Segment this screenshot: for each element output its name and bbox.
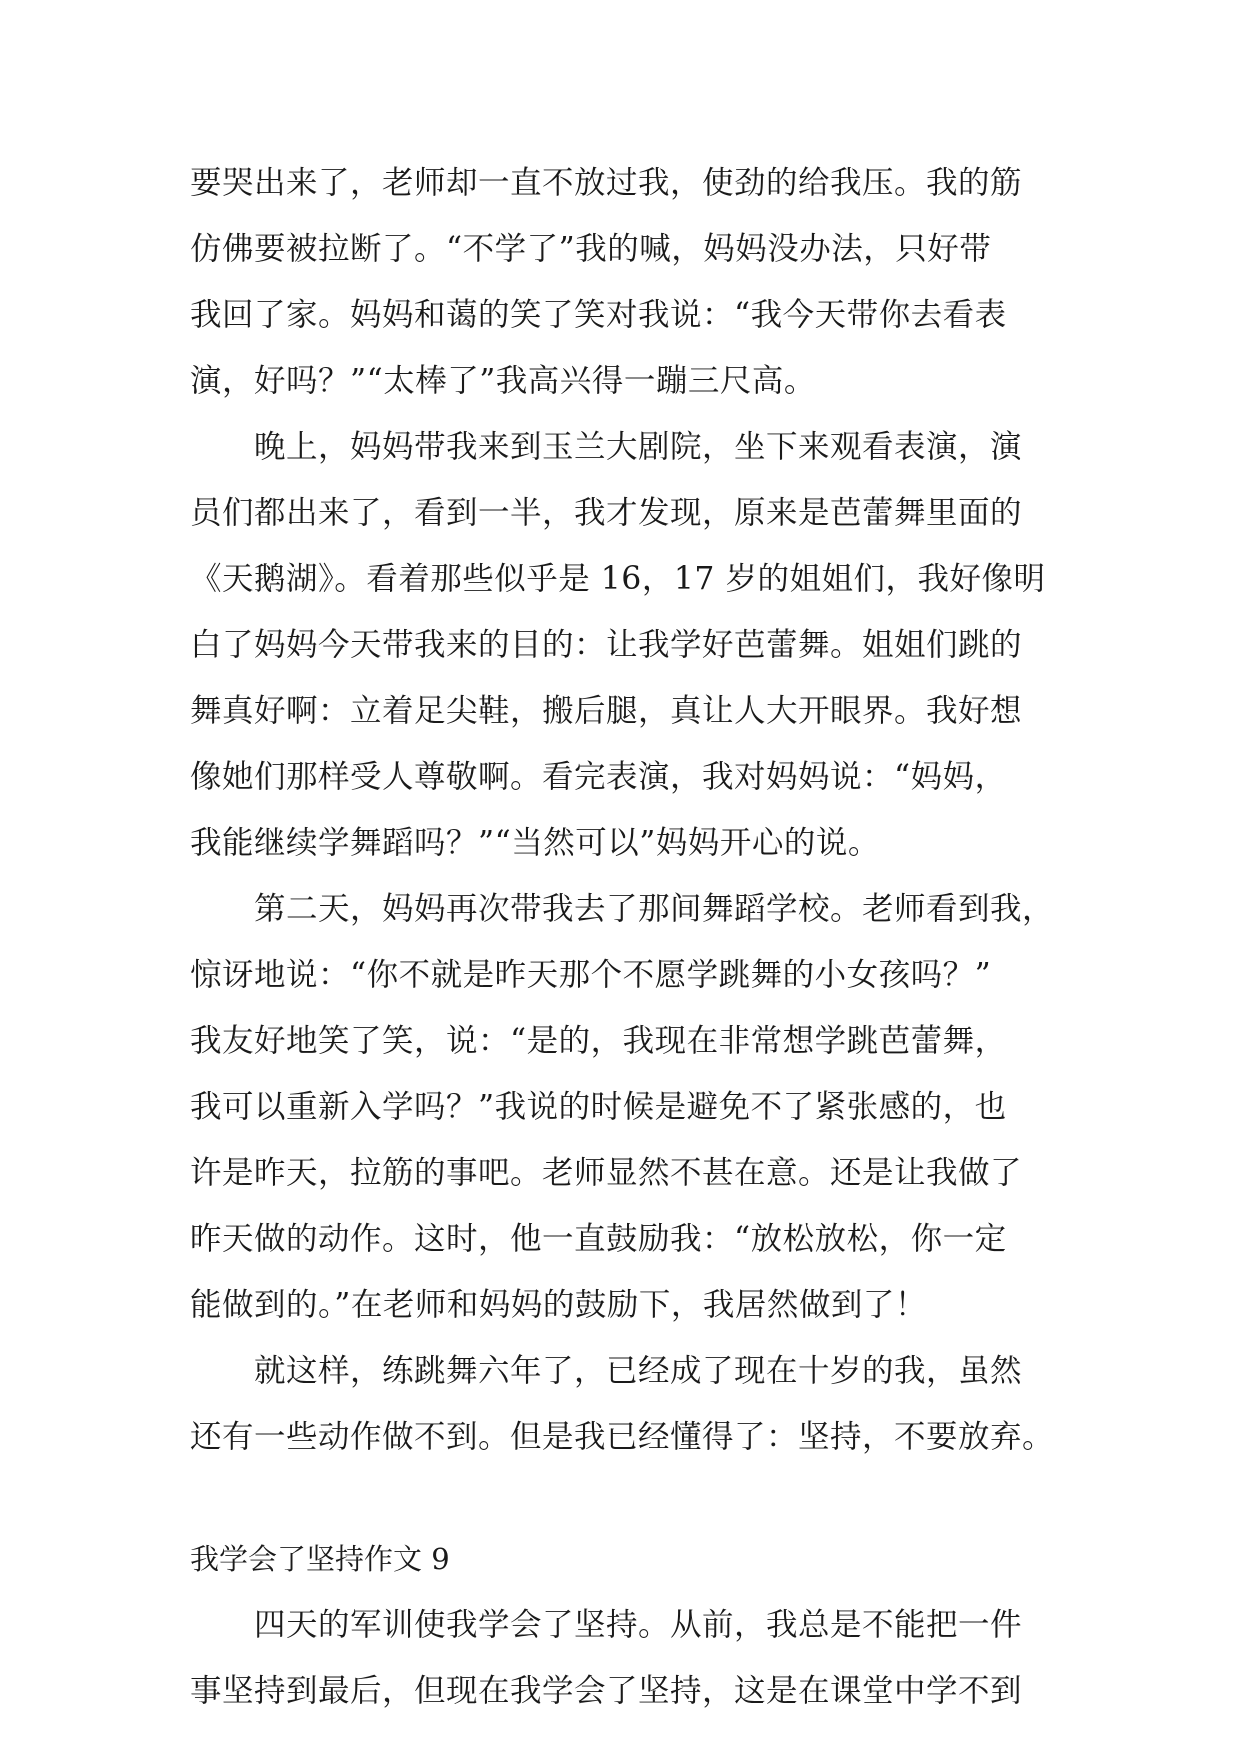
text-line: 我能继续学舞蹈吗？”“当然可以”妈妈开心的说。 [190, 825, 880, 861]
paragraph-5 [190, 1592, 1050, 1724]
text-line: 还有一些动作做不到。但是我已经懂得了：坚持，不要放弃。 [190, 1419, 1055, 1455]
document-body [190, 150, 1055, 1724]
text-line: 员们都出来了，看到一半，我才发现，原来是芭蕾舞里面的 [190, 495, 1023, 531]
text-line: 晚上，妈妈带我来到玉兰大剧院，坐下来观看表演，演 [190, 429, 1023, 465]
text-line: 要哭出来了，老师却一直不放过我，使劲的给我压。我的筋 [190, 165, 1023, 201]
section-title: 我学会了坚持作文 9 [190, 1542, 450, 1576]
text-line: 惊讶地说：“你不就是昨天那个不愿学跳舞的小女孩吗？” [190, 957, 992, 993]
text-line: 我可以重新入学吗？”我说的时候是避免不了紧张感的，也 [190, 1089, 1007, 1125]
text-line: 舞真好啊：立着足尖鞋，搬后腿，真让人大开眼界。我好想 [190, 693, 1023, 729]
text-line: 事坚持到最后，但现在我学会了坚持，这是在课堂中学不到 [190, 1673, 1023, 1709]
text-line: 昨天做的动作。这时，他一直鼓励我：“放松放松，你一定 [190, 1221, 1007, 1257]
paragraph-2 [190, 414, 1050, 876]
text-line: 我友好地笑了笑，说：“是的，我现在非常想学跳芭蕾舞， [190, 1023, 1007, 1059]
paragraph-3 [190, 876, 1055, 1338]
paragraph-4 [190, 1338, 1055, 1470]
text-line: 四天的军训使我学会了坚持。从前，我总是不能把一件 [190, 1607, 1023, 1643]
paragraph-1 [190, 150, 1050, 414]
text-line: 我回了家。妈妈和蔼的笑了笑对我说：“我今天带你去看表 [190, 297, 1007, 333]
text-line: 《天鹅湖》。看着那些似乎是 16，17 岁的姐姐们，我好像明 [190, 561, 1046, 597]
text-line: 就这样，练跳舞六年了，已经成了现在十岁的我，虽然 [190, 1353, 1023, 1389]
text-line: 仿佛要被拉断了。“不学了”我的喊，妈妈没办法，只好带 [190, 231, 992, 267]
text-line: 能做到的。”在老师和妈妈的鼓励下，我居然做到了！ [190, 1287, 927, 1323]
section-spacer [190, 1470, 1050, 1526]
text-line: 像她们那样受人尊敬啊。看完表演，我对妈妈说：“妈妈， [190, 759, 1007, 795]
text-line: 许是昨天，拉筋的事吧。老师显然不甚在意。还是让我做了 [190, 1155, 1023, 1191]
text-line: 第二天，妈妈再次带我去了那间舞蹈学校。老师看到我， [190, 891, 1055, 927]
text-line: 演，好吗？”“太棒了”我高兴得一蹦三尺高。 [190, 363, 816, 399]
text-line: 白了妈妈今天带我来的目的：让我学好芭蕾舞。姐姐们跳的 [190, 627, 1023, 663]
